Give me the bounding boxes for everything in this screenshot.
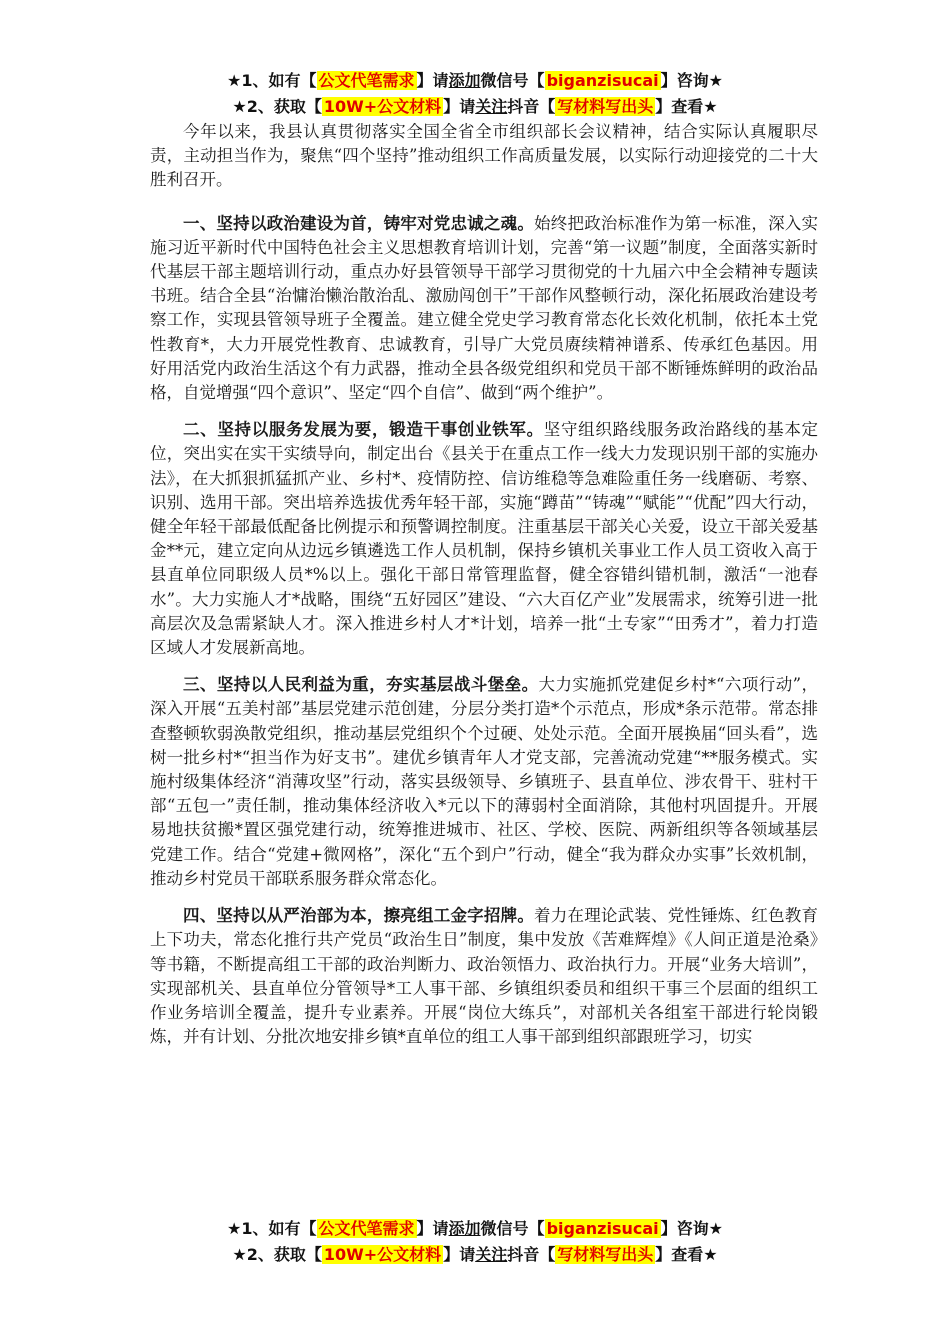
banner-emphasis: 添加	[448, 1219, 481, 1238]
highlight-tag: biganzisucai	[546, 1219, 659, 1238]
section-heading: 二、坚持以服务发展为要，锻造干事创业铁军。	[183, 420, 544, 440]
highlight-tag: 10W+公文材料	[323, 1245, 442, 1264]
banner-text: 】请	[416, 1219, 449, 1238]
banner-text: 抖音【	[507, 1245, 556, 1264]
section-body: 着力在理论武装、党性锤炼、红色教育上下功夫，常态化推行共产党员“政治生日”制度，集中发放《苦难辉煌》《人间正道是沧桑》等书籍，不断提高组工干部的政治判断力、政治领悟力、政治执行力。开展“业务大培训”，实现部机关、县直单位分管领导*工人事干部、乡镇组织委员和组织干事三个层面的组织工作业务培训全覆盖，提升专业素养。开展“岗位大练兵”，对部机关各组室干部进行轮岗锻炼，并有计划、分批次地安排乡镇*直单位的组工人事干部到组织部跟班学习，切实	[150, 906, 819, 1047]
highlight-tag: 10W+公文材料	[323, 97, 442, 116]
banner-line-2	[0, 1242, 950, 1268]
banner-line-1	[0, 68, 950, 94]
section-paragraph	[150, 904, 818, 1049]
document-body	[150, 120, 818, 1062]
banner-emphasis: 添加	[448, 71, 481, 90]
top-banner	[0, 68, 950, 120]
banner-emphasis: 关注	[475, 1245, 508, 1264]
section-body: 坚守组织路线服务政治路线的基本定位，突出实在实干实绩导向，制定出台《县关于在重点工作一线大力发现识别干部的实施办法》，在大抓狠抓猛抓产业、乡村*、疫情防控、信访维稳等急难险重任务一线磨砺、考察、识别、选用干部。突出培养选拔优秀年轻干部，实施“蹲苗”“铸魂”“赋能”“优配”四大行动，健全年轻干部最低配备比例提示和预警调控制度。注重基层干部关心关爱，设立干部关爱基金**元，建立定向从边远乡镇遴选工作人员机制，保持乡镇机关事业工作人员工资收入高于县直单位同职级人员*%以上。强化干部日常管理监督，健全容错纠错机制，激活“一池春水”。大力实施人才*战略，围绕“五好园区”建设、“六大百亿产业”发展需求，统筹引进一批高层次及急需紧缺人才。深入推进乡村人才*计划，培养一批“土专家”“田秀才”，着力打造区域人才发展新高地。	[150, 420, 819, 658]
section-heading: 一、坚持以政治建设为首，铸牢对党忠诚之魂。	[183, 213, 535, 233]
section-heading: 三、坚持以人民利益为重，夯实基层战斗堡垒。	[183, 675, 539, 695]
banner-text: ★1、如有【	[227, 1219, 317, 1238]
highlight-tag: 公文代笔需求	[318, 71, 415, 90]
banner-text: 抖音【	[507, 97, 556, 116]
section-body: 大力实施抓党建促乡村*“六项行动”，深入开展“五美村部”基层党建示范创建，分层分类打造*个示范点，形成*条示范带。常态排查整顿软弱涣散党组织，推动基层党组织个个过硬、处处示范。全面开展换届“回头看”，选树一批乡村*“担当作为好支书”。建优乡镇青年人才党支部，完善流动党建“**服务模式。实施村级集体经济“消薄攻坚”行动，落实县级领导、乡镇班子、县直单位、涉农骨干、驻村干部“五包一”责任制，推动集体经济收入*元以下的薄弱村全面消除，其他村巩固提升。开展易地扶贫搬*置区强党建行动，统筹推进城市、社区、学校、医院、两新组织等各领域基层党建工作。结合“党建+微网格”，深化“五个到户”行动，健全“我为群众办实事”长效机制，推动乡村党员干部联系服务群众常态化。	[150, 675, 819, 888]
highlight-tag: 写材料写出头	[557, 1245, 654, 1264]
highlight-tag: 写材料写出头	[557, 97, 654, 116]
banner-text: 微信号【	[480, 1219, 545, 1238]
section-paragraph	[150, 212, 818, 406]
banner-text: 】请	[416, 71, 449, 90]
banner-text: 】请	[443, 97, 476, 116]
banner-text: 】查看★	[655, 1245, 718, 1264]
banner-text: 】请	[443, 1245, 476, 1264]
highlight-tag: biganzisucai	[546, 71, 659, 90]
highlight-tag: 公文代笔需求	[318, 1219, 415, 1238]
intro-paragraph: 今年以来，我县认真贯彻落实全国全省全市组织部长会议精神，结合实际认真履职尽责，主动担当作为，聚焦“四个坚持”推动组织工作高质量发展，以实际行动迎接党的二十大胜利召开。	[150, 122, 818, 190]
banner-text: ★2、获取【	[232, 1245, 322, 1264]
banner-text: 微信号【	[480, 71, 545, 90]
banner-emphasis: 关注	[475, 97, 508, 116]
banner-text: ★1、如有【	[227, 71, 317, 90]
banner-line-2	[0, 94, 950, 120]
banner-line-1	[0, 1216, 950, 1242]
section-body: 始终把政治标准作为第一标准，深入实施习近平新时代中国特色社会主义思想教育培训计划，完善“第一议题”制度，全面落实新时代基层干部主题培训行动，重点办好县管领导干部学习贯彻党的十九届六中全会精神专题读书班。结合全县“治慵治懒治散治乱、激励闯创干”干部作风整顿行动，深化拓展政治建设考察工作，实现县管领导班子全覆盖。建立健全党史学习教育常态化长效化机制，依托本土党性教育*，大力开展党性教育、忠诚教育，引导广大党员赓续精神谱系、传承红色基因。用好用活党内政治生活这个有力武器，推动全县各级党组织和党员干部不断锤炼鲜明的政治品格，自觉增强“四个意识”、坚定“四个自信”、做到“两个维护”。	[150, 213, 819, 403]
banner-text: 】咨询★	[660, 1219, 723, 1238]
section-heading: 四、坚持以从严治部为本，擦亮组工金字招牌。	[183, 906, 535, 926]
section-paragraph	[150, 673, 818, 891]
bottom-banner	[0, 1216, 950, 1268]
banner-text: 】咨询★	[660, 71, 723, 90]
banner-text: 】查看★	[655, 97, 718, 116]
section-paragraph	[150, 418, 818, 660]
banner-text: ★2、获取【	[232, 97, 322, 116]
